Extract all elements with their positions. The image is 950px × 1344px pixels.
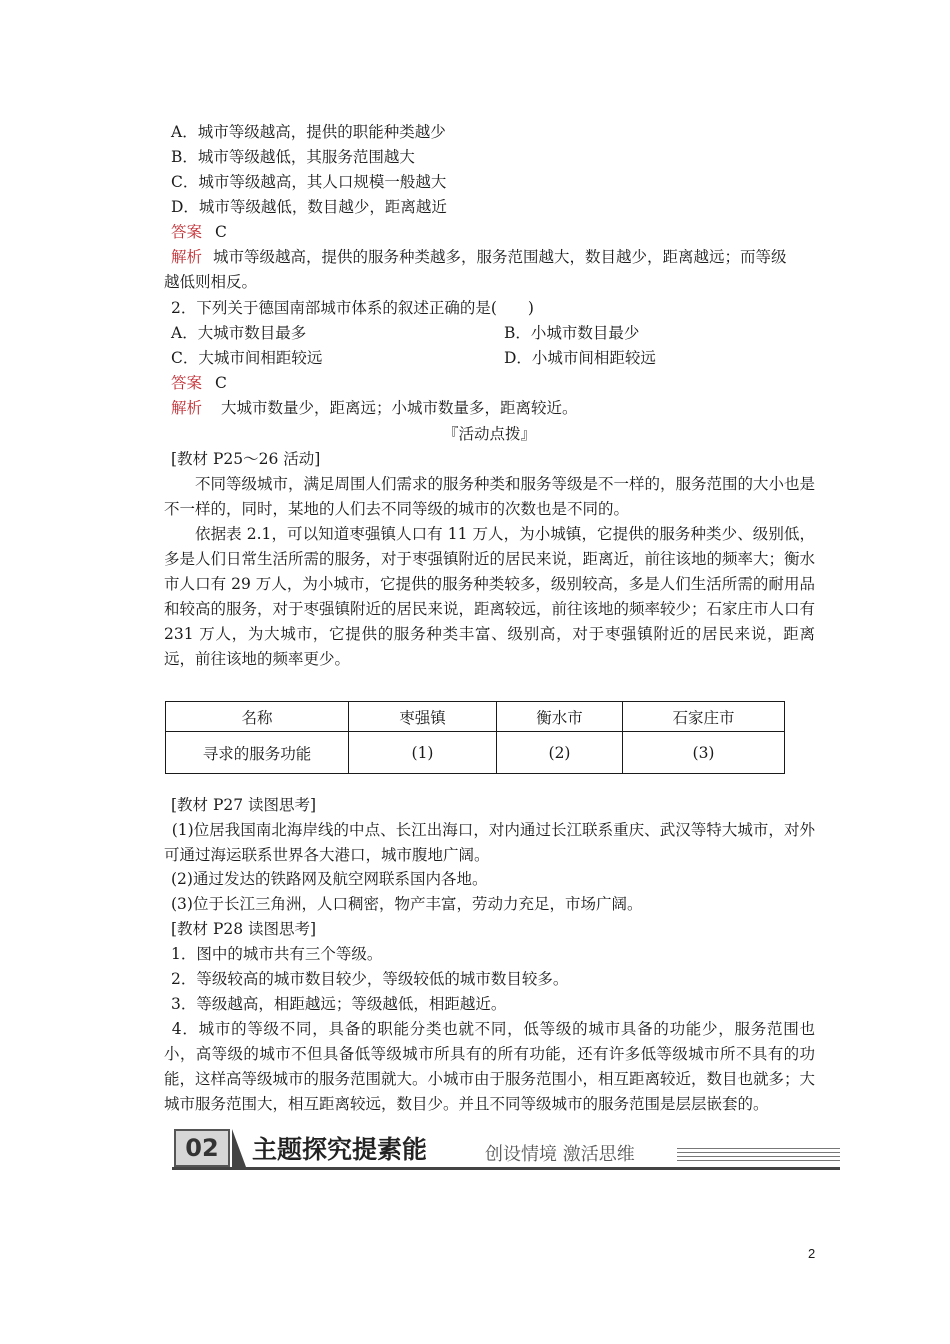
activity3-para4: 4．城市的等级不同，具备的职能分类也就不同，低等级的城市具备的功能少，服务范围也小，高等级的城市不但具备低等级城市所具有的所有功能，还有许多低等级城市所不具有的功能，这样高等级城市的服务范围就大。小城市由于服务范围小，相互距离较近，数目也就多；大城市服务范围大，相互距离较远，数目少。并且不同等级城市的服务范围是层层嵌套的。: [164, 1020, 816, 1113]
activity2-para1: (1)位居我国南北海岸线的中点、长江出海口，对内通过长江联系重庆、武汉等特大城市，对外可通过海运联系世界各大港口，城市腹地广阔。: [164, 821, 815, 864]
analysis-text: 城市等级越高，提供的服务种类越多，服务范围越大，数目越少，距离越远；而等级: [212, 248, 787, 266]
q2-option-d: D．小城市间相距较远: [504, 349, 656, 367]
page-number: 2: [808, 1246, 816, 1261]
activity2-para3: (3)位于长江三角洲，人口稠密，物产丰富，劳动力充足，市场广阔。: [171, 895, 643, 913]
q1-answer: [171, 221, 227, 243]
analysis-label: 解析: [171, 248, 203, 266]
table-header-cell: 枣强镇: [349, 702, 497, 732]
q2-answer: [171, 372, 227, 394]
activity2-ref: [教材 P27 读图思考]: [171, 796, 317, 814]
activity3-para1: 1．图中的城市共有三个等级。: [171, 945, 383, 963]
banner-underline: [172, 1167, 840, 1170]
table-header-cell: 名称: [166, 702, 349, 732]
table-header-cell: 石家庄市: [623, 702, 785, 732]
analysis-text: 大城市数量少，距离远；小城市数量多，距离较近。: [220, 399, 578, 417]
table-row: [166, 732, 785, 774]
q1-analysis: [171, 246, 786, 268]
answer-label: 答案: [171, 223, 203, 241]
answer-value: C: [214, 223, 227, 241]
banner-title: 主题探究提素能: [252, 1135, 428, 1164]
table-cell: 寻求的服务功能: [166, 732, 349, 774]
table-cell: (1): [349, 732, 497, 774]
q2-analysis: [171, 397, 577, 419]
answer-label: 答案: [171, 374, 203, 392]
answer-value: C: [214, 374, 227, 392]
q1-option-a: A．城市等级越高，提供的职能种类越少: [171, 123, 446, 141]
section-number-badge: 02: [174, 1129, 230, 1167]
banner-subtitle: 创设情境 激活思维: [485, 1144, 635, 1165]
activity3-para3: 3．等级越高，相距越远；等级越低，相距越近。: [171, 995, 507, 1013]
activity1-para2: 依据表 2.1，可以知道枣强镇人口有 11 万人，为小城镇，它提供的服务种类少、级别低，多是人们日常生活所需的服务，对于枣强镇附近的居民来说，距离近，前往该地的频率大；衡水市人口有 29 万人，为小城市，它提供的服务种类较多，级别较高，多是人们生活所需的耐用品和较高的服务，对于枣强镇附近的居民来说，距离较远，前往该地的频率较少；石家庄市人口有 231 万人，为大城市，它提供的服务种类丰富、级别高，对于枣强镇附近的居民来说，距离远，前往该地的频率更少。: [164, 525, 816, 668]
activity1-ref: [教材 P25～26 活动]: [171, 450, 321, 468]
banner-decorative-lines: [677, 1148, 840, 1162]
q2-stem: 2．下列关于德国南部城市体系的叙述正确的是( ): [171, 299, 534, 317]
activity1-para1: 不同等级城市，满足周围人们需求的服务种类和服务等级是不一样的，服务范围的大小也是不一样的，同时，某地的人们去不同等级的城市的次数也是不同的。: [164, 475, 816, 518]
section-banner: [172, 1126, 840, 1170]
table-cell: (2): [497, 732, 623, 774]
q1-option-c: C．城市等级越高，其人口规模一般越大: [171, 173, 447, 191]
service-table: [165, 701, 785, 774]
table-header-row: [166, 702, 785, 732]
q2-option-b: B．小城市数目最少: [504, 324, 640, 342]
q1-option-b: B．城市等级越低，其服务范围越大: [171, 148, 415, 166]
activity3-ref: [教材 P28 读图思考]: [171, 920, 317, 938]
section-heading: 『活动点拨』: [442, 425, 536, 443]
q2-option-c: C．大城市间相距较远: [171, 349, 323, 367]
analysis-label: 解析: [171, 399, 203, 417]
q1-analysis-cont: 越低则相反。: [164, 273, 258, 291]
activity2-para2: (2)通过发达的铁路网及航空网联系国内各地。: [171, 870, 488, 888]
table-cell: (3): [623, 732, 785, 774]
banner-arrow-icon: [232, 1129, 246, 1167]
activity3-para2: 2．等级较高的城市数目较少，等级较低的城市数目较多。: [171, 970, 569, 988]
q1-option-d: D．城市等级越低，数目越少，距离越近: [171, 198, 447, 216]
q2-option-a: A．大城市数目最多: [171, 324, 307, 342]
table-header-cell: 衡水市: [497, 702, 623, 732]
